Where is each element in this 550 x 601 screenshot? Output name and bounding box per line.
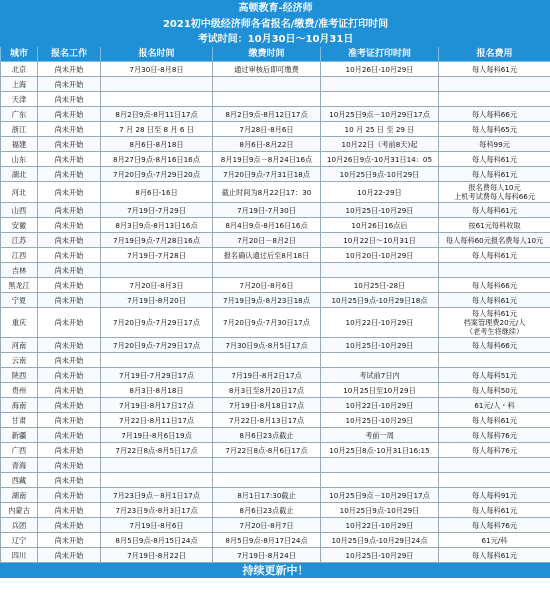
payment-time-cell: 8月6日23点截止 [213,428,321,443]
table-row [1,203,550,218]
ticket-print-time-cell [321,458,439,473]
registration-time-cell: 7月20日9点-7月29日17点 [101,308,213,338]
status-cell: 尚未开始 [38,92,101,107]
fee-cell: 每人每科76元 [439,443,550,458]
table-row [1,398,550,413]
ticket-print-time-cell [321,263,439,278]
registration-time-cell: 7月20日9点-7月29日17点 [101,338,213,353]
registration-time-cell: 7月19日9点-7月28日16点 [101,233,213,248]
fee-cell [439,77,550,92]
payment-time-cell: 7月22日-8月13日17点 [213,413,321,428]
table-row [1,122,550,137]
payment-time-cell: 7月20日-8月6日 [213,278,321,293]
fee-cell: 61元/人・科 [439,398,550,413]
ticket-print-time-cell: 10月25日至10月29日 [321,383,439,398]
ticket-print-time-cell: 10月25日-28日 [321,278,439,293]
status-cell: 尚未开始 [38,152,101,167]
city-cell: 江苏 [1,233,38,248]
status-cell: 尚未开始 [38,503,101,518]
city-cell: 海南 [1,398,38,413]
registration-time-cell [101,473,213,488]
payment-time-cell: 7月28日-8月6日 [213,122,321,137]
ticket-print-time-cell: 10月26日16点后 [321,218,439,233]
ticket-print-time-cell [321,77,439,92]
payment-time-cell: 7月20日－8月2日 [213,233,321,248]
footer-row [1,563,550,578]
status-cell: 尚未开始 [38,533,101,548]
status-cell: 尚未开始 [38,293,101,308]
table-row [1,473,550,488]
status-cell: 尚未开始 [38,137,101,152]
header-payment-time: 缴费时间 [213,47,321,62]
status-cell: 尚未开始 [38,338,101,353]
ticket-print-time-cell: 10月22日-10月29日 [321,308,439,338]
fee-cell [439,473,550,488]
payment-time-cell: 通过审核后即可缴费 [213,62,321,77]
fee-cell: 每人每科61元 [439,503,550,518]
footer-text: 持续更新中！ [1,563,550,578]
fee-cell [439,458,550,473]
table-row [1,503,550,518]
ticket-print-time-cell: 10月25日-10月29日 [321,413,439,428]
city-cell: 西藏 [1,473,38,488]
city-cell: 广东 [1,107,38,122]
payment-time-cell: 7月19日9点-8月23日18点 [213,293,321,308]
header-registration-time: 报名时间 [101,47,213,62]
table-row [1,533,550,548]
table-row [1,278,550,293]
table-row [1,308,550,338]
status-cell: 尚未开始 [38,233,101,248]
status-cell: 尚未开始 [38,368,101,383]
fee-cell: 每人每科61元 [439,167,550,182]
fee-cell [439,263,550,278]
table-row [1,263,550,278]
table-row [1,488,550,503]
status-cell: 尚未开始 [38,218,101,233]
status-cell: 尚未开始 [38,203,101,218]
subtitle-row [1,17,550,32]
ticket-print-time-cell: 10月25日9点-10月29日24点 [321,533,439,548]
payment-time-cell [213,473,321,488]
city-cell: 上海 [1,77,38,92]
fee-cell: 每人每科61元 [439,248,550,263]
header-fee: 报名费用 [439,47,550,62]
registration-time-cell [101,77,213,92]
ticket-print-time-cell: 10月22日（考前8天)起 [321,137,439,152]
registration-time-cell: 7月23日9点-8月3日17点 [101,503,213,518]
table-row [1,182,550,203]
city-cell: 辽宁 [1,533,38,548]
status-cell: 尚未开始 [38,473,101,488]
payment-time-cell: 8月1日17:30截止 [213,488,321,503]
table-row [1,383,550,398]
exam-time: 考试时间：10月30日～10月31日 [1,32,550,47]
ticket-print-time-cell: 10月25日9点-10月29日18点 [321,293,439,308]
fee-cell: 每人每科91元 [439,488,550,503]
registration-time-cell: 7月19日-8月17日17点 [101,398,213,413]
registration-time-cell: 7月30日-8月8日 [101,62,213,77]
fee-cell: 每人每科60元报名费每人10元 [439,233,550,248]
table-row [1,443,550,458]
registration-time-cell [101,92,213,107]
table-row [1,248,550,263]
registration-time-cell: 8月3日-8月18日 [101,383,213,398]
fee-cell [439,92,550,107]
status-cell: 尚未开始 [38,383,101,398]
ticket-print-time-cell: 10月26日-10月29日 [321,62,439,77]
city-cell: 福建 [1,137,38,152]
title-row [1,1,550,17]
city-cell: 贵州 [1,383,38,398]
status-cell: 尚未开始 [38,488,101,503]
city-cell: 甘肃 [1,413,38,428]
registration-time-cell: 8月6日-16日 [101,182,213,203]
registration-time-cell: 8月27日9点-8月16日16点 [101,152,213,167]
ticket-print-time-cell: 10月25日-10月29日 [321,203,439,218]
city-cell: 广西 [1,443,38,458]
payment-time-cell: 8月4日9点-8月16日16点 [213,218,321,233]
ticket-print-time-cell: 10月25日-10月29日 [321,338,439,353]
payment-time-cell: 7月19日-7月30日 [213,203,321,218]
payment-time-cell [213,353,321,368]
registration-time-cell: 7月19日-7月28日 [101,248,213,263]
status-cell: 尚未开始 [38,308,101,338]
table-header [1,47,550,62]
payment-time-cell [213,77,321,92]
status-cell: 尚未开始 [38,263,101,278]
ticket-print-time-cell: 10月25日9点-10月29日 [321,503,439,518]
city-cell: 内蒙古 [1,503,38,518]
payment-time-cell: 8月2日9点-8月12日17点 [213,107,321,122]
table-row [1,518,550,533]
fee-cell: 每科99元 [439,137,550,152]
fee-cell: 每人每科61元 [439,203,550,218]
table-row [1,167,550,182]
table-row [1,107,550,122]
ticket-print-time-cell [321,473,439,488]
status-cell: 尚未开始 [38,443,101,458]
payment-time-cell: 7月20日9点-7月30日17点 [213,308,321,338]
registration-time-cell: 7月19日-8月6日 [101,518,213,533]
registration-time-cell: 8月3日9点-8月13日16点 [101,218,213,233]
city-cell: 北京 [1,62,38,77]
payment-time-cell [213,263,321,278]
status-cell: 尚未开始 [38,77,101,92]
fee-cell: 每人每科65元 [439,122,550,137]
page-title: 高顿教育-经济师 [1,1,550,17]
fee-cell: 每人每科61元 [439,62,550,77]
ticket-print-time-cell: 考前一周 [321,428,439,443]
registration-time-cell [101,263,213,278]
payment-time-cell: 7月19日-8月2日17点 [213,368,321,383]
city-cell: 天津 [1,92,38,107]
header-city: 城市 [1,47,38,62]
payment-time-cell: 8月6日23点截止 [213,503,321,518]
ticket-print-time-cell: 10月20日-10月29日 [321,248,439,263]
registration-time-cell [101,353,213,368]
city-cell: 湖南 [1,488,38,503]
city-cell: 重庆 [1,308,38,338]
city-cell: 新疆 [1,428,38,443]
fee-cell: 每人每科61元 [439,413,550,428]
fee-cell: 按61元每科收取 [439,218,550,233]
payment-time-cell [213,92,321,107]
registration-time-cell: 8月5日9点-8月15日24点 [101,533,213,548]
fee-cell: 每人每科61元 [439,293,550,308]
payment-time-cell: 7月30日9点-8月5日17点 [213,338,321,353]
exam-time-row [1,32,550,47]
payment-time-cell: 8月3日至8月20日17点 [213,383,321,398]
city-cell: 吉林 [1,263,38,278]
status-cell: 尚未开始 [38,107,101,122]
city-cell: 浙江 [1,122,38,137]
city-cell: 兵团 [1,518,38,533]
registration-time-cell: 8月2日9点-8月11日17点 [101,107,213,122]
registration-time-cell: 8月6日-8月18日 [101,137,213,152]
table-row [1,233,550,248]
status-cell: 尚未开始 [38,398,101,413]
registration-time-cell: 7月20日9点-7月29日20点 [101,167,213,182]
status-cell: 尚未开始 [38,278,101,293]
city-cell: 宁夏 [1,293,38,308]
city-cell: 安徽 [1,218,38,233]
ticket-print-time-cell: 考试前7日内 [321,368,439,383]
table-row [1,137,550,152]
table-row [1,92,550,107]
page-subtitle: 2021初中级经济师各省报名/缴费/准考证打印时间 [1,17,550,32]
table-row [1,218,550,233]
fee-cell: 每人每科61元 档案管理费20元/人 （老考生将继续） [439,308,550,338]
ticket-print-time-cell: 10月22日-10月29日 [321,398,439,413]
registration-time-cell: 7月19日-8月6日19点 [101,428,213,443]
fee-cell: 每人每科66元 [439,278,550,293]
payment-time-cell: 8月6日-8月22日 [213,137,321,152]
ticket-print-time-cell [321,92,439,107]
registration-time-cell: 7月19日-7月29日 [101,203,213,218]
city-cell: 四川 [1,548,38,563]
table-row [1,428,550,443]
payment-time-cell: 8月5日9点-8月17日24点 [213,533,321,548]
status-cell: 尚未开始 [38,62,101,77]
status-cell: 尚未开始 [38,413,101,428]
status-cell: 尚未开始 [38,248,101,263]
status-cell: 尚未开始 [38,182,101,203]
registration-time-cell: 7月20日-8月3日 [101,278,213,293]
fee-cell: 每人每科66元 [439,107,550,122]
payment-time-cell [213,458,321,473]
ticket-print-time-cell [321,353,439,368]
ticket-print-time-cell: 10月22日-10月29日 [321,518,439,533]
city-cell: 黑龙江 [1,278,38,293]
registration-time-cell: 7月19日-7月29日17点 [101,368,213,383]
status-cell: 尚未开始 [38,548,101,563]
header-ticket-print-time: 准考证打印时间 [321,47,439,62]
fee-cell: 报名费每人10元 上机考试费每人每科66元 [439,182,550,203]
registration-time-cell: 7 月 28 日至 8 月 6 日 [101,122,213,137]
payment-time-cell: 报名确认通过后至8月18日 [213,248,321,263]
table-row [1,368,550,383]
city-cell: 云南 [1,353,38,368]
ticket-print-time-cell: 10月25日-10月29日 [321,548,439,563]
ticket-print-time-cell: 10月26日9点-10月31日14：05 [321,152,439,167]
table-row [1,62,550,77]
status-cell: 尚未开始 [38,518,101,533]
table-row [1,77,550,92]
payment-time-cell: 7月20日9点-7月31日18点 [213,167,321,182]
fee-cell: 每人每科50元 [439,383,550,398]
registration-time-cell: 7月22日-8月11日17点 [101,413,213,428]
payment-time-cell: 8月19日9点－8月24日16点 [213,152,321,167]
ticket-print-time-cell: 10 月 25 日 至 29 日 [321,122,439,137]
fee-cell: 每人每科61元 [439,548,550,563]
ticket-print-time-cell: 10月25日8点-10月31日16:15 [321,443,439,458]
table-row [1,458,550,473]
payment-time-cell: 7月19日-8月18日17点 [213,398,321,413]
city-cell: 青海 [1,458,38,473]
city-cell: 山西 [1,203,38,218]
registration-time-cell: 7月23日9点－8月1日17点 [101,488,213,503]
status-cell: 尚未开始 [38,353,101,368]
registration-time-cell: 7月19日-8月20日 [101,293,213,308]
fee-cell: 61元/科 [439,533,550,548]
status-cell: 尚未开始 [38,458,101,473]
header-status: 报名工作 [38,47,101,62]
registration-time-cell [101,458,213,473]
city-cell: 陕西 [1,368,38,383]
table-row [1,293,550,308]
table-row [1,548,550,563]
city-cell: 湖北 [1,167,38,182]
table-row [1,353,550,368]
status-cell: 尚未开始 [38,428,101,443]
payment-time-cell: 7月19日-8月24日 [213,548,321,563]
ticket-print-time-cell: 10月25日9点-10月29日 [321,167,439,182]
payment-time-cell: 截止时间为8月22日17：30 [213,182,321,203]
ticket-print-time-cell: 10月25日9点－10月29日17点 [321,107,439,122]
fee-cell: 每人每科66元 [439,338,550,353]
city-cell: 山东 [1,152,38,167]
payment-time-cell: 7月22日8点-8月6日17点 [213,443,321,458]
city-cell: 河北 [1,182,38,203]
fee-cell [439,353,550,368]
city-cell: 江西 [1,248,38,263]
ticket-print-time-cell: 10月25日9点－10月29日17点 [321,488,439,503]
fee-cell: 每人每科76元 [439,518,550,533]
status-cell: 尚未开始 [38,122,101,137]
registration-time-cell: 7月19日-8月22日 [101,548,213,563]
table-row [1,152,550,167]
ticket-print-time-cell: 10月22-29日 [321,182,439,203]
fee-cell: 每人每科76元 [439,428,550,443]
registration-time-cell: 7月22日8点-8月5日17点 [101,443,213,458]
ticket-print-time-cell: 10月22日～10月31日 [321,233,439,248]
table-row [1,413,550,428]
status-cell: 尚未开始 [38,167,101,182]
fee-cell: 每人每科51元 [439,368,550,383]
fee-cell: 每人每科61元 [439,152,550,167]
table-row [1,338,550,353]
city-cell: 河南 [1,338,38,353]
payment-time-cell: 7月20日-8月7日 [213,518,321,533]
